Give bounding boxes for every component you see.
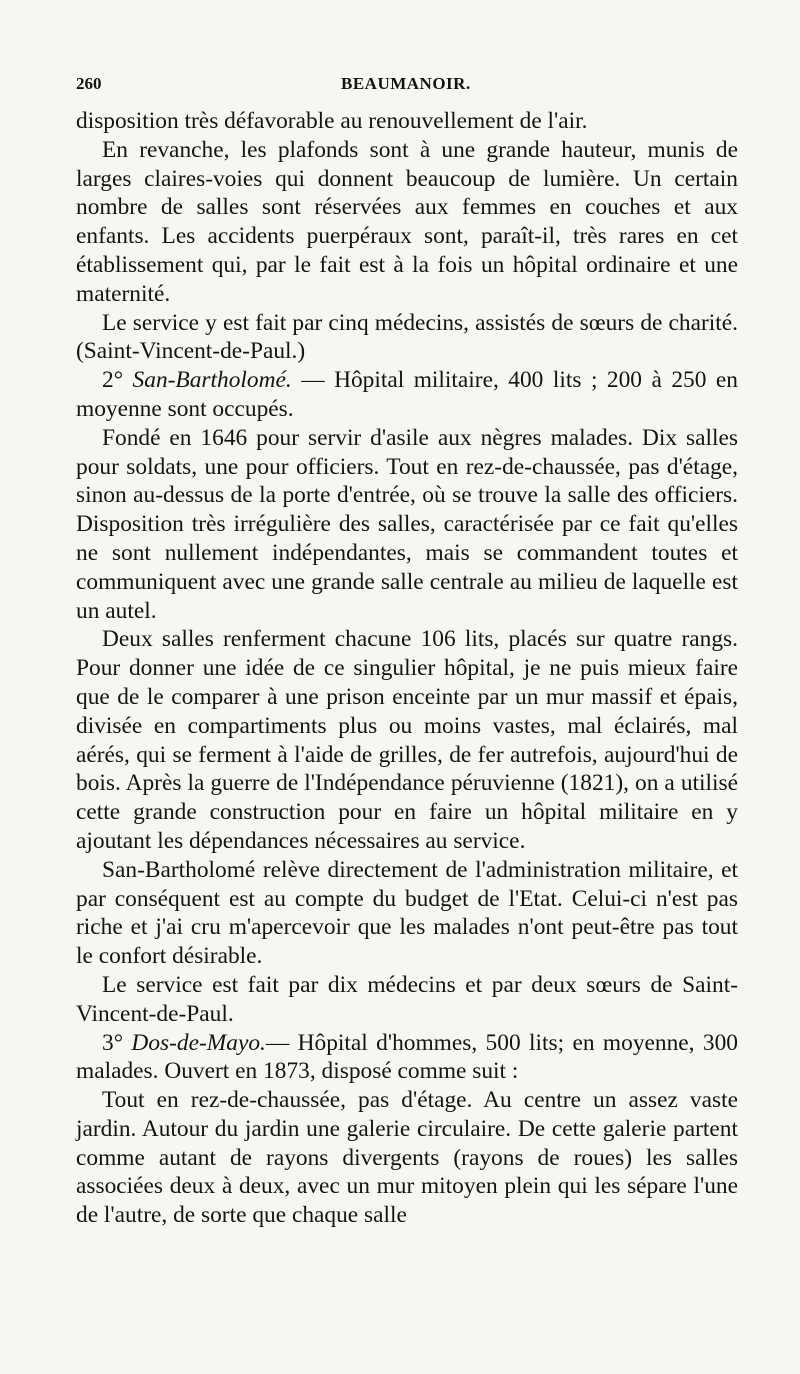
paragraph: Tout en rez-de-chaussée, pas d'étage. Au centre un assez vaste jardin. Autour du jardin une galerie circulaire. De cette galerie partent comme autant de rayons divergents (rayons de roues) les salles associées deux à deux, avec un mur mitoyen plein qui les sépare l'une de l'autre, de sorte que chaque salle	[76, 1087, 738, 1229]
paragraph: 2° San-Bartholomé. — Hôpital militaire, 400 lits ; 200 à 250 en moyenne sont occupés.	[76, 367, 738, 422]
paragraph: Le service est fait par dix médecins et par deux sœurs de Saint-Vincent-de-Paul.	[76, 971, 738, 1027]
running-head: BEAUMANOIR.	[341, 74, 471, 93]
paragraph: Le service y est fait par cinq médecins, assistés de sœurs de charité. (Saint-Vincent-de-Paul.)	[76, 309, 738, 365]
body-text	[76, 107, 738, 1230]
paragraph: Deux salles renferment chacune 106 lits, placés sur quatre rangs. Pour donner une idée de ce singulier hôpital, je ne puis mieux faire que de le comparer à une prison enceinte par un mur massif et épais, divisée en compartiments plus ou moins vastes, mal éclairés, mal aérés, qui se ferment à l'aide de grilles, de fer autrefois, aujourd'hui de bois. Après la guerre de l'Indépendance péruvienne (1821), on a utilisé cette grande construction pour en faire un hôpital militaire en y ajoutant les dépendances nécessaires au service.	[76, 626, 738, 854]
paragraph: disposition très défavorable au renouvellement de l'air.	[76, 108, 588, 134]
page-header	[76, 74, 762, 102]
section-title: San-Bartholomé.	[132, 367, 292, 394]
paragraph: En revanche, les plafonds sont à une grande hauteur, munis de larges claires-voies qui donnent beaucoup de lumière. Un certain nombre de salles sont réservées aux femmes en couches et aux enfants. Les accidents puerpéraux sont, paraît-il, très rares en cet établissement qui, par le fait est à la fois un hôpital ordinaire et une maternité.	[76, 136, 738, 307]
paragraph: San-Bartholomé relève directement de l'administration militaire, et par conséquent est au compte du budget de l'Etat. Celui-ci n'est pas riche et j'ai cru m'apercevoir que les malades n'ont peut-être pas tout le confort désirable.	[76, 856, 738, 970]
paragraph: Fondé en 1646 pour servir d'asile aux nègres malades. Dix salles pour soldats, une pour officiers. Tout en rez-de-chaussée, pas d'étage, sinon au-dessus de la porte d'entrée, où se trouve la salle des officiers. Disposition très irrégulière des salles, caractérisée par ce fait qu'elles ne sont nullement indépendantes, mais se commandent toutes et communiquent avec une grande salle centrale au milieu de laquelle est un autel.	[76, 424, 738, 624]
paragraph: 3° Dos-de-Mayo.— Hôpital d'hommes, 500 lits; en moyenne, 300 malades. Ouvert en 1873, disposé comme suit :	[76, 1029, 738, 1085]
page-number: 260	[76, 74, 102, 93]
section-title: Dos-de-Mayo.	[131, 1029, 266, 1056]
